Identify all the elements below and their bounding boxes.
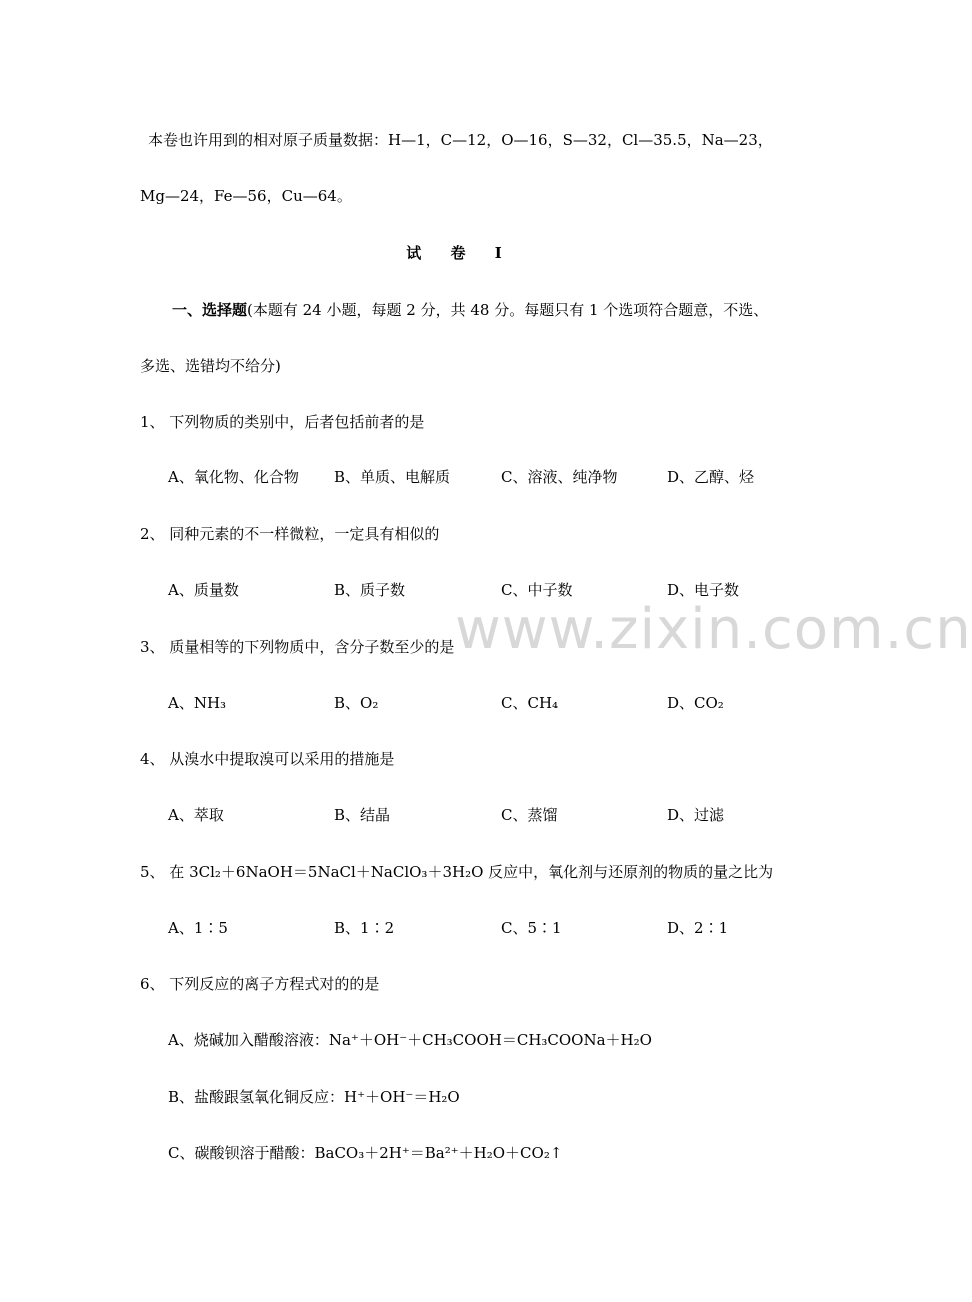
- instructions-line-2: 多选、选错均不给分): [140, 357, 281, 375]
- question-5-option-c[interactable]: C、5∶1: [501, 919, 562, 937]
- question-2-option-c[interactable]: C、中子数: [501, 581, 573, 599]
- question-6-option-b[interactable]: B、盐酸跟氢氧化铜反应：H⁺＋OH⁻＝H₂O: [168, 1088, 460, 1106]
- question-3-option-b[interactable]: B、O₂: [334, 694, 379, 712]
- question-4-option-b[interactable]: B、结晶: [334, 806, 391, 824]
- question-5-option-a[interactable]: A、1∶5: [168, 919, 228, 937]
- question-1-stem: 1、 下列物质的类别中，后者包括前者的是: [140, 413, 425, 431]
- question-4-option-d[interactable]: D、过滤: [667, 806, 725, 824]
- instructions-line-1: [172, 300, 768, 320]
- question-5-option-b[interactable]: B、1∶2: [334, 919, 395, 937]
- question-5-option-d[interactable]: D、2∶1: [667, 919, 729, 937]
- question-2-option-d[interactable]: D、电子数: [667, 581, 740, 599]
- question-4-option-a[interactable]: A、萃取: [168, 806, 224, 824]
- question-6-option-a[interactable]: A、烧碱加入醋酸溶液：Na⁺＋OH⁻＋CH₃COOH＝CH₃COONa＋H₂O: [168, 1031, 652, 1049]
- question-3-option-c[interactable]: C、CH₄: [501, 694, 559, 712]
- question-6-stem: 6、 下列反应的离子方程式对的的是: [140, 975, 380, 993]
- question-1-option-d[interactable]: D、乙醇、烃: [667, 468, 755, 486]
- question-5-stem: 5、 在 3Cl₂＋6NaOH＝5NaCl＋NaClO₃＋3H₂O 反应中，氧化剂与还原剂的物质的量之比为: [140, 863, 774, 881]
- question-2-stem: 2、 同种元素的不一样微粒，一定具有相似的: [140, 525, 440, 543]
- atomic-mass-line-2: Mg—24，Fe—56，Cu—64。: [140, 187, 352, 205]
- question-4-stem: 4、 从溴水中提取溴可以采用的措施是: [140, 750, 395, 768]
- question-3-stem: 3、 质量相等的下列物质中，含分子数至少的是: [140, 638, 455, 656]
- instructions-text-1: (本题有 24 小题，每题 2 分，共 48 分。每题只有 1 个选项符合题意，不选、: [247, 301, 769, 319]
- atomic-mass-line-1: 本卷也许用到的相对原子质量数据：H—1，C—12，O—16，S—32，Cl—35.5，Na—23，: [148, 131, 773, 149]
- instructions-label: 一、选择题: [172, 301, 248, 319]
- question-4-option-c[interactable]: C、蒸馏: [501, 806, 558, 824]
- question-2-option-b[interactable]: B、质子数: [334, 581, 406, 599]
- section-title: 试 卷 Ⅰ: [406, 244, 514, 262]
- question-3-option-d[interactable]: D、CO₂: [667, 694, 724, 712]
- question-6-option-c[interactable]: C、碳酸钡溶于醋酸：BaCO₃＋2H⁺＝Ba²⁺＋H₂O＋CO₂↑: [168, 1144, 563, 1162]
- question-1-option-b[interactable]: B、单质、电解质: [334, 468, 451, 486]
- question-1-option-a[interactable]: A、氧化物、化合物: [168, 468, 299, 486]
- question-3-option-a[interactable]: A、NH₃: [168, 694, 227, 712]
- question-2-option-a[interactable]: A、质量数: [168, 581, 239, 599]
- watermark: www.zixin.com.cn: [455, 597, 972, 662]
- question-1-option-c[interactable]: C、溶液、纯净物: [501, 468, 618, 486]
